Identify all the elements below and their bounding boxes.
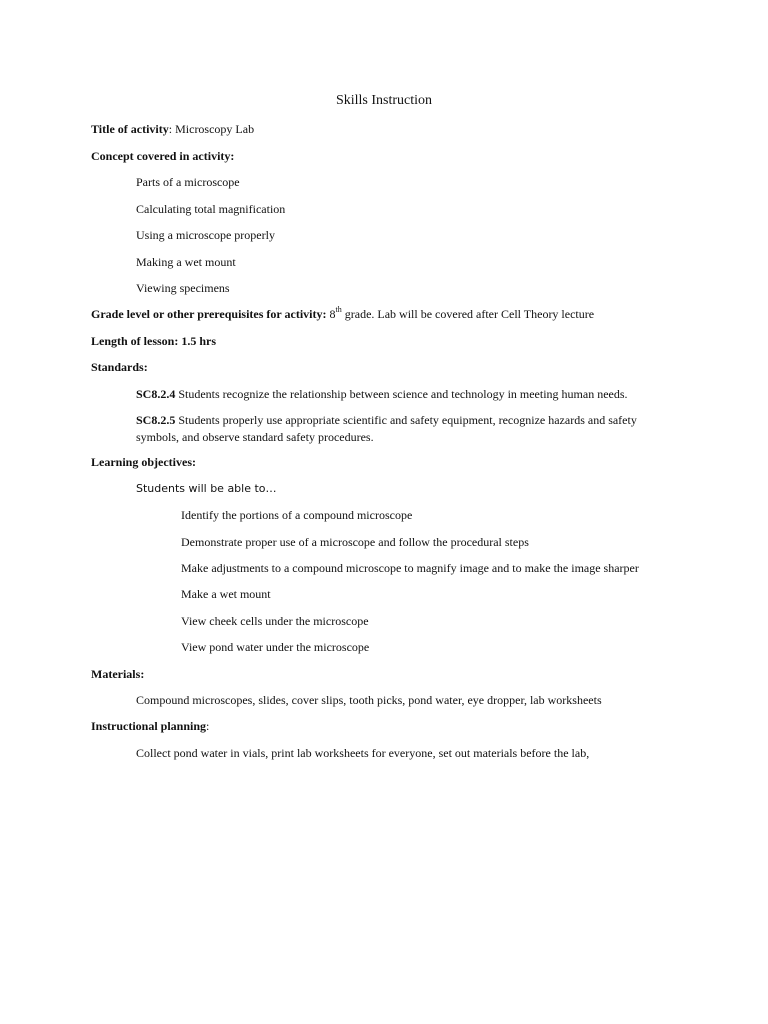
page-title: Skills Instruction	[335, 93, 433, 108]
concept-item: Parts of a microscope	[136, 175, 240, 189]
standards-heading: Standards:	[91, 360, 148, 374]
concept-item: Using a microscope properly	[136, 228, 275, 242]
length-line: Length of lesson: 1.5 hrs	[91, 334, 217, 348]
grade-rest: grade. Lab will be covered after Cell Theory lecture	[341, 307, 595, 321]
materials-heading: Materials:	[91, 667, 145, 681]
grade-suffix: th	[335, 305, 342, 314]
activity-value: Microscopy Lab	[175, 122, 255, 136]
objective-item: Demonstrate proper use of a microscope and follow the procedural steps	[181, 535, 529, 549]
objectives-intro: Students will be able to…	[136, 482, 277, 495]
activity-sep: :	[168, 122, 176, 136]
planning-sep: :	[206, 719, 210, 733]
standard-text: Students properly use appropriate scientific and safety equipment, recognize hazards and safety	[175, 413, 637, 427]
planning-heading-line	[91, 719, 209, 733]
standard-code: SC8.2.5	[136, 413, 176, 427]
objective-item: View cheek cells under the microscope	[181, 614, 369, 628]
objectives-heading: Learning objectives:	[91, 455, 196, 469]
materials-text: Compound microscopes, slides, cover slips, tooth picks, pond water, eye dropper, lab worksheets	[136, 693, 602, 707]
concept-item: Calculating total magnification	[136, 202, 286, 216]
standard-text: Students recognize the relationship between science and technology in meeting human needs.	[175, 387, 628, 401]
planning-label: Instructional planning	[91, 719, 207, 733]
activity-line	[91, 122, 254, 136]
objective-item: Identify the portions of a compound microscope	[181, 508, 413, 522]
standard-code: SC8.2.4	[136, 387, 176, 401]
planning-text: Collect pond water in vials, print lab worksheets for everyone, set out materials before the lab,	[136, 746, 590, 760]
objective-item: Make adjustments to a compound microscope to magnify image and to make the image sharper	[181, 561, 639, 575]
grade-number: 8	[329, 307, 336, 321]
standard-item	[136, 413, 637, 427]
objective-item: Make a wet mount	[181, 587, 271, 601]
concept-heading: Concept covered in activity:	[91, 149, 235, 163]
grade-line	[91, 307, 594, 321]
grade-label: Grade level or other prerequisites for activity:	[91, 307, 327, 321]
concept-item: Making a wet mount	[136, 255, 236, 269]
standard-text-continued: symbols, and observe standard safety procedures.	[136, 430, 374, 444]
activity-label: Title of activity	[91, 122, 169, 136]
concept-item: Viewing specimens	[136, 281, 230, 295]
objective-item: View pond water under the microscope	[181, 640, 370, 654]
standard-item	[136, 387, 628, 401]
